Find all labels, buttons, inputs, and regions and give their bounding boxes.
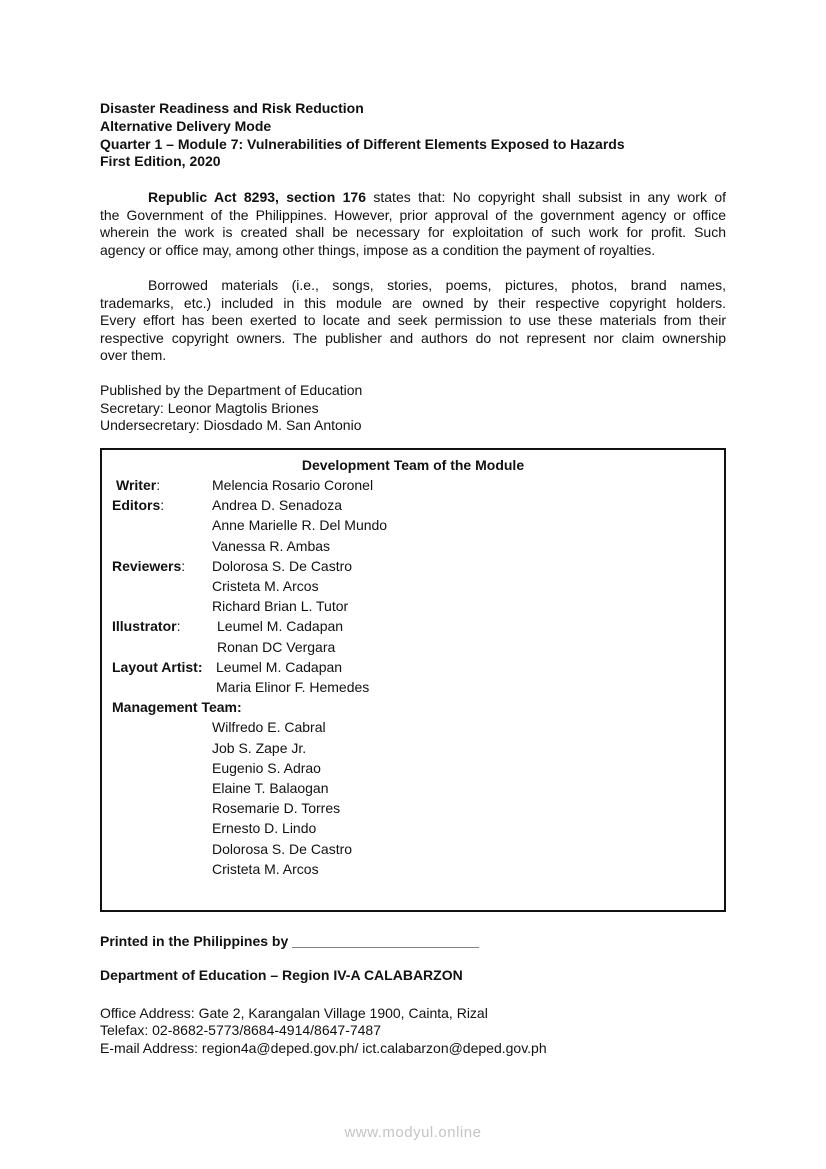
team-member-name: Ronan DC Vergara bbox=[217, 638, 336, 655]
borrowed-line: respective copyright owners. The publisher and authors do not represent nor claim ownership bbox=[100, 329, 726, 346]
team-role-label: Layout Artist: bbox=[112, 658, 203, 675]
team-member-name: Ernesto D. Lindo bbox=[212, 820, 317, 837]
team-role-label: Editors: bbox=[112, 497, 165, 514]
region-office: Department of Education – Region IV-A CALABARZON bbox=[100, 967, 463, 983]
borrowed-line: Every effort has been exerted to locate and seek permission to use these materials from their bbox=[100, 312, 726, 328]
team-member-name: Dolorosa S. De Castro bbox=[212, 840, 353, 857]
borrowed-line: trademarks, etc.) included in this module are owned by their respective copyright holders. bbox=[100, 294, 726, 311]
team-role-label: Writer: bbox=[116, 477, 161, 493]
team-member-name: Wilfredo E. Cabral bbox=[212, 719, 326, 736]
copyright-line: wherein the work is created shall be necessary for exploitation of such work for profit. Such bbox=[100, 224, 726, 240]
development-team-box bbox=[100, 448, 726, 912]
team-role-label: Reviewers: bbox=[112, 557, 186, 574]
subject-title: Disaster Readiness and Risk Reduction bbox=[100, 100, 364, 116]
team-title: Development Team of the Module bbox=[301, 457, 525, 473]
printed-by: Printed in the Philippines by ________________________ bbox=[100, 933, 479, 949]
copyright-line: the Government of the Philippines. However, prior approval of the government agency or office bbox=[100, 206, 726, 223]
team-member-name: Leumel M. Cadapan bbox=[217, 618, 344, 635]
team-member-name: Maria Elinor F. Hemedes bbox=[216, 679, 370, 695]
delivery-mode: Alternative Delivery Mode bbox=[100, 118, 272, 134]
team-member-name: Richard Brian L. Tutor bbox=[212, 598, 349, 615]
team-role-label: Illustrator: bbox=[112, 618, 181, 635]
module-title: Quarter 1 – Module 7: Vulnerabilities of Different Elements Exposed to Hazards bbox=[100, 136, 625, 152]
team-member-name: Anne Marielle R. Del Mundo bbox=[212, 517, 388, 534]
copyright-line: agency or office may, among other things, impose as a condition the payment of royalties. bbox=[100, 242, 656, 258]
office-address: Office Address: Gate 2, Karangalan Village 1900, Cainta, Rizal bbox=[100, 1005, 488, 1021]
undersecretary: Undersecretary: Diosdado M. San Antonio bbox=[100, 417, 362, 433]
team-member-name: Melencia Rosario Coronel bbox=[212, 477, 374, 493]
borrowed-line: over them. bbox=[100, 347, 167, 363]
republic-act-reference: Republic Act 8293, section 176 bbox=[148, 189, 367, 205]
team-member-name: Leumel M. Cadapan bbox=[216, 658, 343, 675]
team-member-name: Vanessa R. Ambas bbox=[212, 537, 331, 554]
secretary: Secretary: Leonor Magtolis Briones bbox=[100, 400, 319, 416]
email-address: E-mail Address: region4a@deped.gov.ph/ ict.calabarzon@deped.gov.ph bbox=[100, 1040, 547, 1056]
team-member-name: Job S. Zape Jr. bbox=[212, 739, 307, 756]
team-member-name: Elaine T. Balaogan bbox=[212, 780, 329, 796]
publisher: Published by the Department of Education bbox=[100, 382, 363, 398]
team-role-label: Management Team: bbox=[112, 699, 242, 716]
copyright-line: Republic Act 8293, section 176 states that: No copyright shall subsist in any work of bbox=[148, 189, 726, 205]
team-member-name: Eugenio S. Adrao bbox=[212, 759, 321, 776]
team-member-name: Cristeta M. Arcos bbox=[212, 860, 319, 877]
borrowed-line: Borrowed materials (i.e., songs, stories, poems, pictures, photos, brand names, bbox=[148, 277, 726, 293]
watermark: www.modyul.online bbox=[344, 1124, 482, 1141]
team-member-name: Rosemarie D. Torres bbox=[212, 800, 341, 817]
telefax: Telefax: 02-8682-5773/8684-4914/8647-7487 bbox=[100, 1022, 382, 1038]
edition: First Edition, 2020 bbox=[100, 153, 221, 169]
team-member-name: Andrea D. Senadoza bbox=[212, 497, 342, 514]
team-member-name: Dolorosa S. De Castro bbox=[212, 557, 353, 574]
team-member-name: Cristeta M. Arcos bbox=[212, 578, 319, 594]
